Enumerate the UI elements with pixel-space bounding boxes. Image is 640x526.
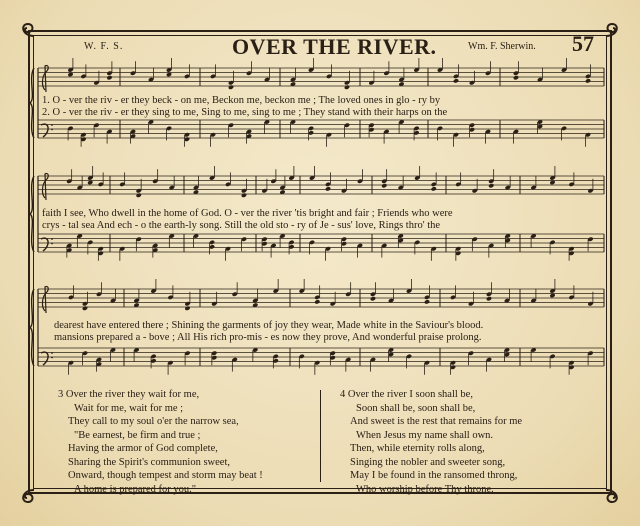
note-head (431, 186, 437, 191)
stanza4-line: When Jesus my name shall own. (356, 429, 494, 441)
note-head (228, 85, 234, 90)
page-number: 57 (572, 31, 594, 56)
lyric-line-2-2: crys - tal sea And ech - o the earth-ly song. Still the old sto - ry of Je - sus' love, Rings thro' the (42, 220, 441, 231)
bass-clef (41, 352, 48, 365)
staff-brace (30, 176, 34, 252)
note-head (241, 193, 247, 198)
stanza3-line: 3 Over the river they wait for me, (58, 389, 200, 400)
note-head (314, 299, 320, 304)
treble-clef (42, 286, 48, 313)
bass-clef-dot (51, 124, 53, 126)
stanza4-line: Then, while eternity rolls along, (350, 443, 485, 454)
stanza-divider (320, 390, 321, 482)
note-head (325, 186, 331, 191)
note-head (344, 85, 350, 90)
stanza4-line: Who worship before Thy throne. (356, 483, 494, 495)
note-head (585, 78, 591, 83)
note-head (106, 75, 112, 80)
note-head (486, 296, 492, 301)
hymn-title: OVER THE RIVER. (232, 34, 437, 59)
note-head (453, 78, 459, 83)
bass-clef-dot (51, 357, 53, 359)
stanza-4 (340, 388, 522, 496)
lyric-line-3-1: dearest have entered there ; Shining the garments of joy they wear, Made white in the Saviour's blood. (54, 320, 484, 331)
bass-clef (41, 124, 48, 137)
composer-credit: Wm. F. Sherwin. (468, 41, 536, 52)
note-head (381, 183, 387, 188)
lyric-line-1-1: 1. O - ver the riv - er they beck - on me, Beckon me, beckon me ; The loved ones in glo - ry by (42, 95, 441, 106)
lyric-line-3-2: mansions prepared a - bove ; All His rich pro-mis - es now they prove, And wonderful praise prolong. (54, 332, 482, 343)
stanza3-line: A home is prepared for you." (74, 483, 197, 495)
note-head (424, 299, 430, 304)
stanza3-line: Having the armor of God complete, (68, 443, 218, 454)
stanza4-line: May I be found in the ransomed throng, (350, 470, 518, 481)
bass-clef (41, 238, 48, 251)
stanza3-line: Onward, though tempest and storm may beat ! (68, 470, 263, 481)
bass-clef-dot (51, 352, 53, 354)
stanza4-line: Soon shall be, soon shall be, (356, 402, 476, 414)
staff-brace (30, 68, 34, 138)
bass-clef-dot (51, 238, 53, 240)
stanza3-line: Sharing the Spirit's communion sweet, (68, 456, 231, 468)
staff-brace (30, 289, 34, 366)
bass-clef-dot (51, 243, 53, 245)
lyric-line-2-1: faith I see, Who dwell in the home of God. O - ver the river 'tis bright and fair ; Friends who were (42, 208, 453, 219)
lyric-line-1-2: 2. O - ver the riv - er they sing to me, Sing to me, sing to me ; They stand with their harps on the (42, 107, 448, 118)
stanza4-line: 4 Over the river I soon shall be, (340, 389, 473, 400)
treble-clef (42, 65, 48, 92)
stanza4-line: And sweet is the rest that remains for me (350, 416, 523, 427)
note-head (513, 75, 519, 80)
stanza4-line: Singing the nobler and sweeter song, (350, 456, 506, 468)
stanza3-line: Wait for me, wait for me ; (74, 402, 184, 414)
treble-clef (42, 173, 48, 200)
note-head (136, 193, 142, 198)
stanza3-line: They call to my soul o'er the narrow sea, (68, 416, 239, 427)
note-head (488, 183, 494, 188)
stanza3-line: "Be earnest, be firm and true ; (74, 429, 201, 441)
note-head (82, 306, 88, 311)
lyricist-credit: W. F. S. (84, 41, 124, 52)
note-head (370, 296, 376, 301)
bass-clef-dot (51, 129, 53, 131)
stanza-3 (58, 388, 263, 496)
note-head (184, 306, 190, 311)
